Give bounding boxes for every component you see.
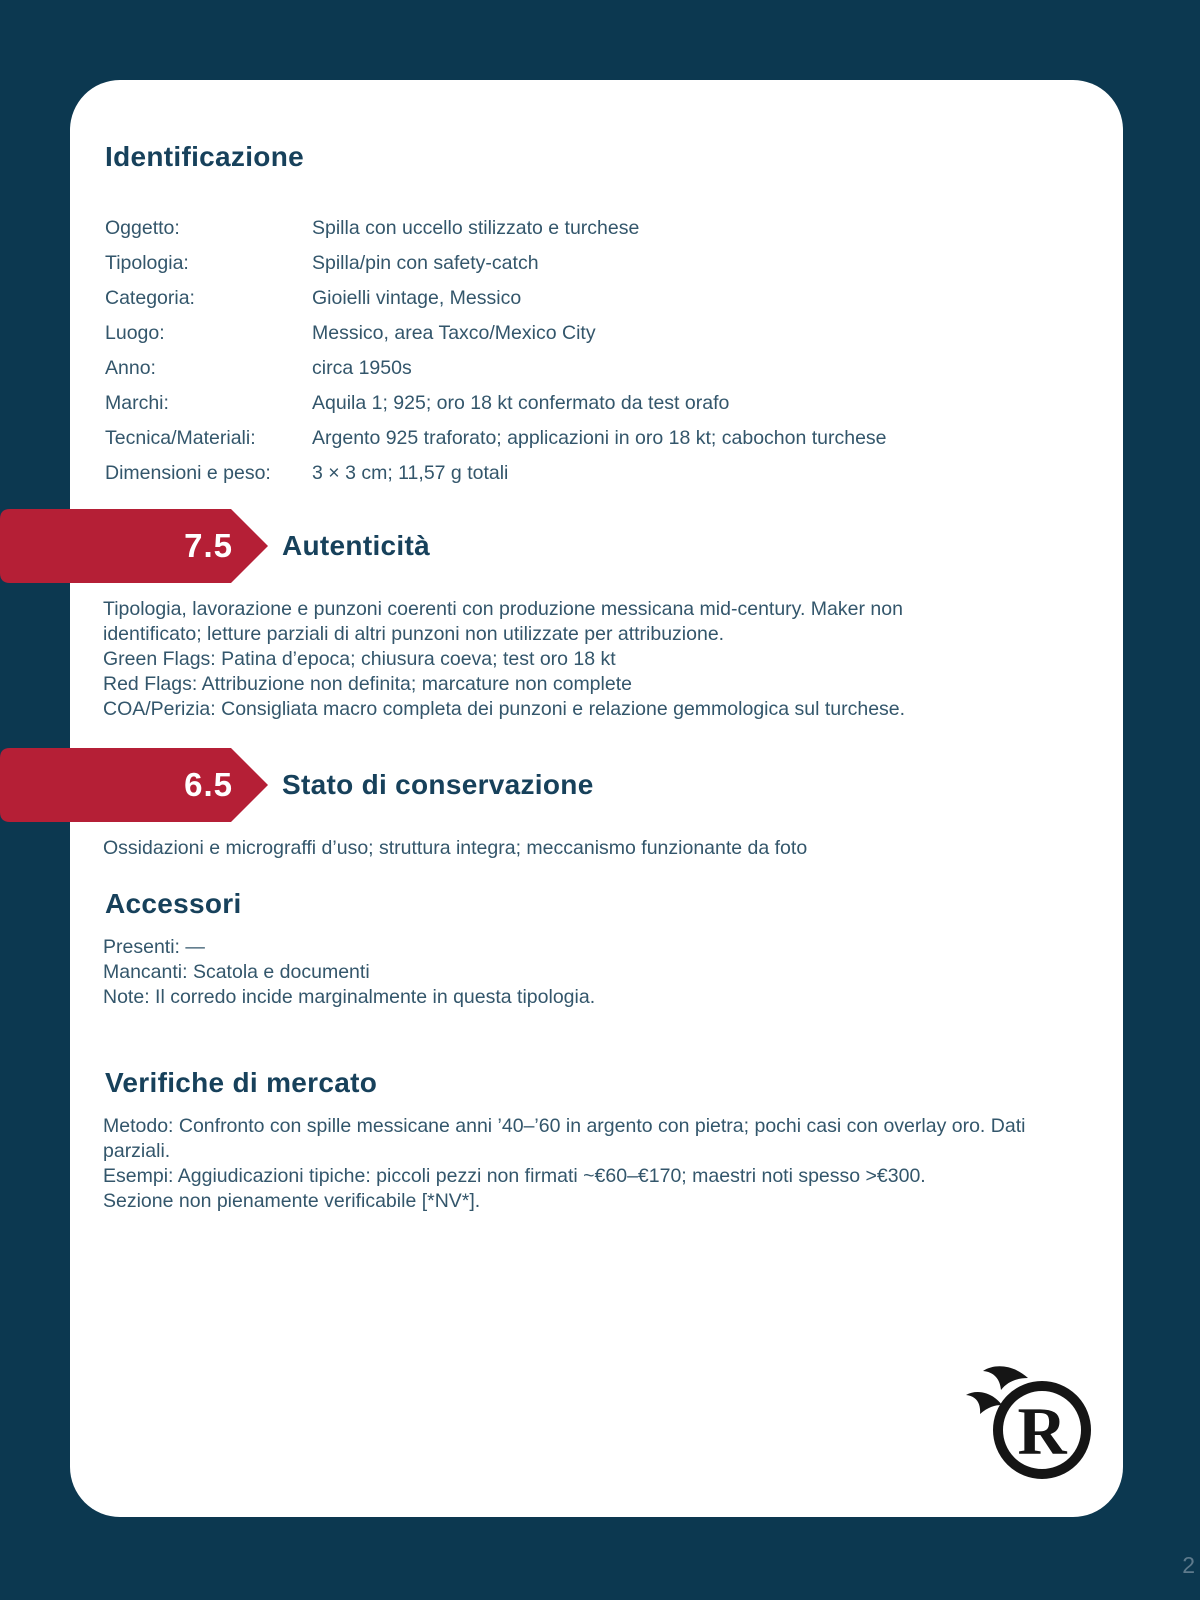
row-value: Aquila 1; 925; oro 18 kt confermato da test orafo <box>312 392 730 414</box>
accessori-body <box>103 935 983 1010</box>
body-line: Red Flags: Attribuzione non definita; marcature non complete <box>103 673 632 695</box>
identification-table <box>105 218 1200 483</box>
row-label: Categoria: <box>105 287 195 309</box>
body-line: Metodo: Confronto con spille messicane anni ’40–’60 in argento con pietra; pochi casi con overlay oro. Dati parziali. <box>103 1115 1026 1162</box>
score-value: 6.5 <box>184 766 233 803</box>
score-value: 7.5 <box>184 527 233 564</box>
section-header-autenticita <box>0 509 1200 583</box>
table-row <box>105 393 1200 413</box>
row-value: Spilla con uccello stilizzato e turchese <box>312 217 640 239</box>
page-content <box>0 80 1200 1214</box>
row-label: Oggetto: <box>105 217 180 239</box>
section-body-autenticita <box>103 597 983 722</box>
mercato-body <box>103 1114 1053 1214</box>
page-number: 2 <box>1182 1552 1195 1578</box>
body-line: Ossidazioni e micrograffi d’uso; struttura integra; meccanismo funzionante da foto <box>103 837 808 859</box>
section-title-autenticita: Autenticità <box>282 530 430 561</box>
row-label: Anno: <box>105 357 156 379</box>
mercato-title: Verifiche di mercato <box>105 1067 378 1098</box>
row-value: Argento 925 traforato; applicazioni in oro 18 kt; cabochon turchese <box>312 427 887 449</box>
score-ribbon <box>0 509 268 583</box>
body-line: Green Flags: Patina d’epoca; chiusura coeva; test oro 18 kt <box>103 648 616 670</box>
accessori-title: Accessori <box>105 888 242 919</box>
logo-letter: R <box>1017 1393 1067 1469</box>
row-value: Spilla/pin con safety-catch <box>312 252 539 274</box>
identification-title: Identificazione <box>105 141 304 172</box>
section-body-conservazione <box>103 836 983 861</box>
table-row <box>105 253 1200 273</box>
row-value: 3 × 3 cm; 11,57 g totali <box>312 462 509 484</box>
body-line: Presenti: — <box>103 936 205 958</box>
row-label: Tipologia: <box>105 252 189 274</box>
row-label: Tecnica/Materiali: <box>105 427 256 449</box>
brand-stamp-logo-icon <box>962 1362 1094 1484</box>
body-line: Note: Il corredo incide marginalmente in questa tipologia. <box>103 986 596 1008</box>
row-label: Marchi: <box>105 392 169 414</box>
section-title-conservazione: Stato di conservazione <box>282 769 594 800</box>
row-value: circa 1950s <box>312 357 412 379</box>
table-row <box>105 463 1200 483</box>
row-label: Dimensioni e peso: <box>105 462 271 484</box>
table-row <box>105 218 1200 238</box>
score-ribbon <box>0 748 268 822</box>
section-header-conservazione <box>0 748 1200 822</box>
table-row <box>105 288 1200 308</box>
body-line: Sezione non pienamente verificabile [*NV*]. <box>103 1190 481 1212</box>
row-label: Luogo: <box>105 322 165 344</box>
body-line: Mancanti: Scatola e documenti <box>103 961 370 983</box>
table-row <box>105 358 1200 378</box>
body-line: COA/Perizia: Consigliata macro completa dei punzoni e relazione gemmologica sul turchese. <box>103 698 906 720</box>
row-value: Messico, area Taxco/Mexico City <box>312 322 596 344</box>
body-line: Tipologia, lavorazione e punzoni coerenti con produzione messicana mid-century. Maker non identificato; letture parziali di altri punzoni non utilizzate per attribuzione. <box>103 598 903 645</box>
table-row <box>105 323 1200 343</box>
row-value: Gioielli vintage, Messico <box>312 287 522 309</box>
table-row <box>105 428 1200 448</box>
body-line: Esempi: Aggiudicazioni tipiche: piccoli pezzi non firmati ~€60–€170; maestri noti spesso >€300. <box>103 1165 926 1187</box>
